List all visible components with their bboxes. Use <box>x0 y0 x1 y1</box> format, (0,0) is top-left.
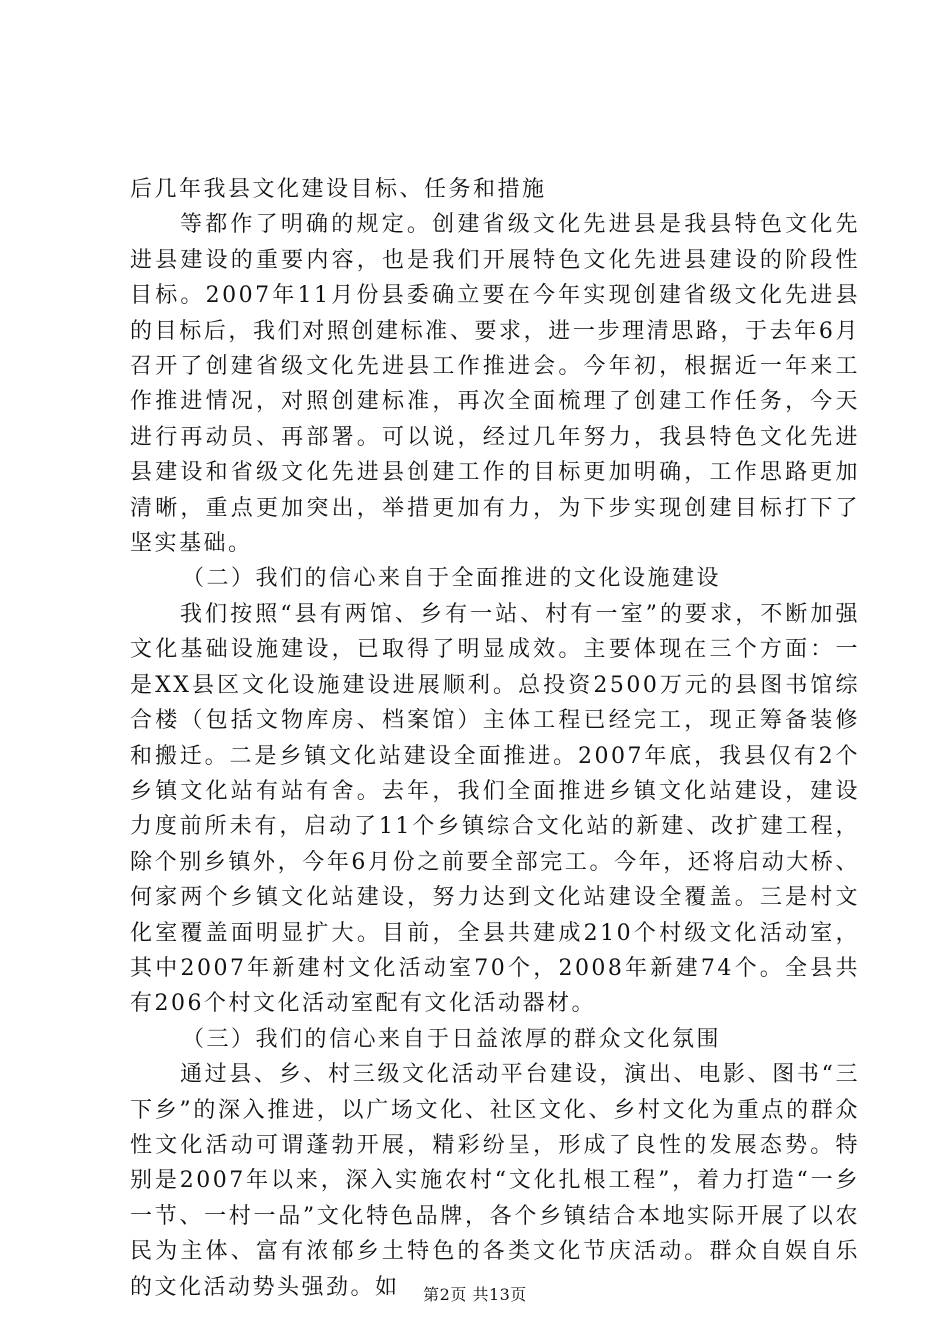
section-heading-3: （三）我们的信心来自于日益浓厚的群众文化氛围 <box>182 1026 722 1052</box>
paragraph-body-2: 我们按照“县有两馆、乡有一站、村有一室”的要求，不断加强文化基础设施建设，已取得了明显成效。主要体现在三个方面：一是XX县区文化设施建设进展顺利。总投资2500万元的县图书馆综合楼（包括文物库房、档案馆）主体工程已经完工，现正筹备装修和搬迁。二是乡镇文化站建设全面推进。2007年底，我县仅有2个乡镇文化站有站有舍。去年，我们全面推进乡镇文化站建设，建设力度前所未有，启动了11个乡镇综合文化站的新建、改扩建工程，除个别乡镇外，今年6月份之前要全部完工。今年，还将启动大桥、何家两个乡镇文化站建设，努力达到文化站建设全覆盖。三是村文化室覆盖面明显扩大。目前，全县共建成210个村级文化活动室，其中2007年新建村文化活动室70个，2008年新建74个。全县共有206个村文化活动室配有文化活动器材。 <box>130 601 860 1017</box>
section-heading-2: （二）我们的信心来自于全面推进的文化设施建设 <box>182 566 722 592</box>
paragraph-body-3: 通过县、乡、村三级文化活动平台建设，演出、电影、图书“三下乡”的深入推进，以广场文化、社区文化、乡村文化为重点的群众性文化活动可谓蓬勃开展，精彩纷呈，形成了良性的发展态势。特别是2007年以来，深入实施农村“文化扎根工程”，着力打造“一乡一节、一村一品”文化特色品牌，各个乡镇结合本地实际开展了以农民为主体、富有浓郁乡土特色的各类文化节庆活动。群众自娱自乐的文化活动势头强劲。如 <box>130 1062 860 1300</box>
page-footer: 第2页 共13页 <box>423 1285 527 1304</box>
paragraph-body-1: 等都作了明确的规定。创建省级文化先进县是我县特色文化先进县建设的重要内容，也是我们开展特色文化先进县建设的阶段性目标。2007年11月份县委确立要在今年实现创建省级文化先进县的目标后，我们对照创建标准、要求，进一步理清思路，于去年6月召开了创建省级文化先进县工作推进会。今年初，根据近一年来工作推进情况，对照创建标准，再次全面梳理了创建工作任务，今天进行再动员、再部署。可以说，经过几年努力，我县特色文化先进县建设和省级文化先进县创建工作的目标更加明确，工作思路更加清晰，重点更加突出，举措更加有力，为下步实现创建目标打下了坚实基础。 <box>130 212 860 557</box>
document-body <box>130 172 860 1305</box>
paragraph-continuation: 后几年我县文化建设目标、任务和措施 <box>130 177 547 202</box>
